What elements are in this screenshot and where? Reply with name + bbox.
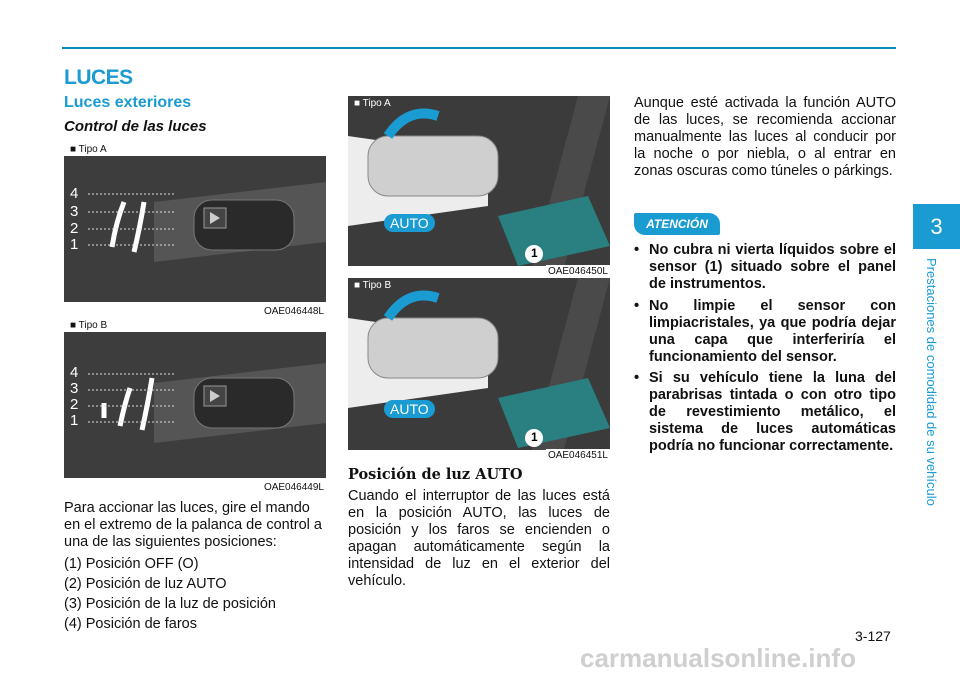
lever-illustration [64,318,326,494]
recommendation-paragraph: Aunque esté activada la función AUTO de las luces, se recomienda accionar manualmente las luces al conducir por la noche o por niebla, o al entrar en zonas oscuras como túneles o párkings. [634,95,896,179]
auto-illustration [348,96,610,278]
bullet-dot: • [634,242,640,258]
position-number-4: 4 [70,185,79,202]
attention-bullet [634,370,896,455]
bullet-text: Si su vehículo tiene la luna del parabrisas tintada o con otro tipo de revestimiento metálico, el sistema de luces automáticas podría no funcionar correctamente. [649,370,896,454]
auto-illustration [348,278,610,462]
bullet-dot: • [634,370,640,386]
sensor-marker: 1 [531,430,538,444]
figure-code: OAE046451L [547,450,608,461]
position-number-1: 1 [70,236,79,253]
subsection-subtitle: Control de las luces [64,118,207,135]
position-item-3: (3) Posición de la luz de posición [64,596,276,612]
attention-bullet [634,242,896,293]
figure-lever-tipo-a [64,142,326,318]
bullet-dot: • [634,298,640,314]
attention-bullet [634,298,896,366]
position-number-4: 4 [70,364,79,381]
subsection-title: Luces exteriores [64,94,192,111]
figure-lever-tipo-b [64,318,326,494]
position-number-1: 1 [70,412,79,429]
figure-code: OAE046450L [547,266,608,277]
intro-paragraph: Para accionar las luces, gire el mando en el extremo de la palanca de control a una de las siguientes posiciones: [64,500,322,550]
position-item-2: (2) Posición de luz AUTO [64,576,227,592]
position-number-2: 2 [70,220,79,237]
position-number-3: 3 [70,203,79,220]
auto-label: AUTO [384,214,435,232]
page-number: 3-127 [855,628,891,644]
bullet-text: No limpie el sensor con limpiacristales, ya que podría dejar una capa que interferiría el funcionamiento del sensor. [649,298,896,365]
position-item-1: (1) Posición OFF (O) [64,556,199,572]
sensor-marker: 1 [531,246,538,260]
auto-label: AUTO [384,400,435,418]
figure-label: ■ Tipo B [354,280,392,291]
figure-label: ■ Tipo B [70,320,108,331]
section-title: LUCES [64,66,133,89]
figure-label: ■ Tipo A [70,144,107,155]
position-item-4: (4) Posición de faros [64,616,197,632]
chapter-title: Prestaciones de comodidad de su vehículo [924,258,939,506]
position-number-2: 2 [70,396,79,413]
watermark: carmanualsonline.info [580,643,856,673]
chapter-tab: 3 [913,204,960,249]
figure-code: OAE046449L [263,482,324,493]
attention-badge: ATENCIÓN [634,213,720,235]
figure-auto-tipo-b [348,278,610,462]
lever-illustration [64,142,326,318]
figure-label: ■ Tipo A [354,98,391,109]
auto-paragraph: Cuando el interruptor de las luces está en la posición AUTO, las luces de posición y los faros se encienden o apagan automáticamente según la intensidad de luz en el exterior del vehículo. [348,488,610,589]
auto-heading: Posición de luz AUTO [348,466,523,483]
bullet-text: No cubra ni vierta líquidos sobre el sensor (1) situado sobre el panel de instrumentos. [649,242,896,292]
figure-auto-tipo-a [348,96,610,278]
figure-code: OAE046448L [263,306,324,317]
header-rule [62,47,896,49]
position-number-3: 3 [70,380,79,397]
